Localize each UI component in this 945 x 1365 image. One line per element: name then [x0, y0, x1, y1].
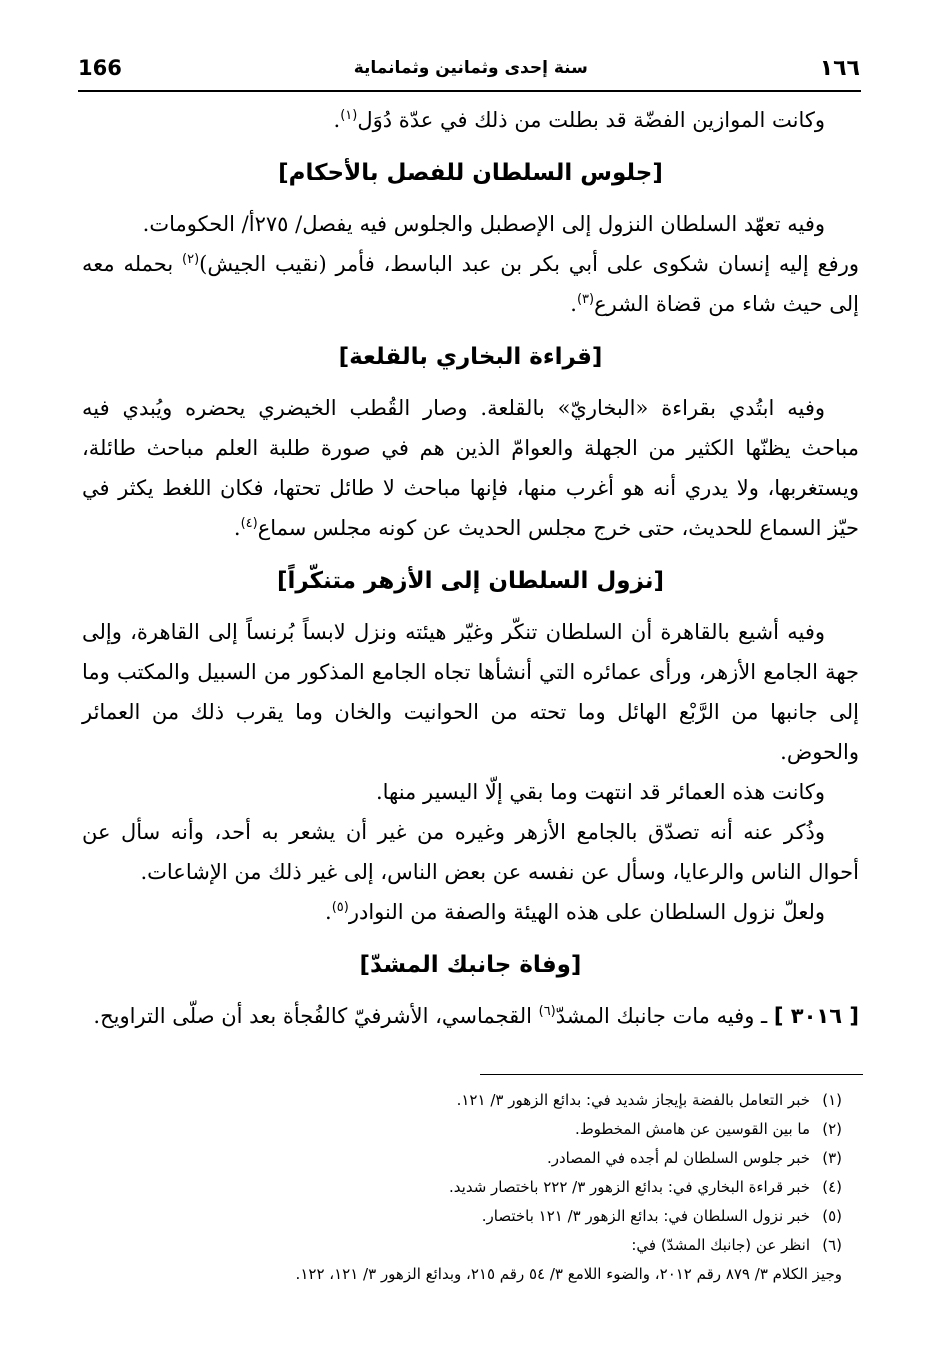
paragraph-text: وذُكر عنه أنه تصدّق بالجامع الأزهر وغيره من غير أن يشعر به أحد، وأنه سأل عن أحوال الناس والرعايا، وسأل عن نفسه عن بعض الناس، إلى غير ذلك من الإشاعات.: [82, 820, 859, 884]
paragraph: [82, 892, 859, 932]
footnotes: [96, 1086, 842, 1289]
paragraph-end: .: [333, 108, 341, 132]
paragraph-text: ولعلّ نزول السلطان على هذه الهيئة والصفة من النوادر: [348, 900, 825, 924]
footnote-marker: (١): [340, 108, 358, 123]
paragraph-text: وكانت الموازين الفضّة قد بطلت من ذلك في عدّة دُوَل: [357, 108, 825, 132]
section-heading: [قراءة البخاري بالقلعة]: [338, 344, 603, 370]
paragraph-text: القجماسي، الأشرفيّ كالفُجأة بعد أن صلّى التراويح.: [93, 1004, 539, 1028]
footnote: [96, 1144, 842, 1173]
paragraph-end: .: [570, 292, 577, 316]
paragraph: [82, 772, 859, 812]
footnote-text: انظر عن (جانبك المشدّ) في:: [631, 1236, 810, 1254]
footnote-text: ما بين القوسين عن هامش المخطوط.: [575, 1120, 810, 1138]
footnote-text: خبر قراءة البخاري في: بدائع الزهور ٣/ ٢٢٢ باختصار شديد.: [449, 1178, 810, 1196]
section-heading: [جلوس السلطان للفصل بالأحكام]: [278, 160, 663, 186]
footnote: [96, 1173, 842, 1202]
footnote-marker: (٤): [240, 516, 258, 531]
page-number-arabic: ١٦٦: [819, 55, 860, 81]
paragraph: [82, 100, 859, 140]
paragraph-text: ورفع إليه إنسان شكوى على أبي بكر بن عبد الباسط، فأمر (نقيب الجيش): [199, 252, 859, 276]
footnote-text: خبر التعامل بالفضة بإيجاز شديد في: بدائع الزهور ٣/ ١٢١.: [456, 1091, 810, 1109]
footnote-number: (٤): [822, 1178, 842, 1196]
paragraph-text: ـ وفيه مات جانبك المشدّ: [555, 1004, 774, 1028]
footnote-continuation: وجيز الكلام ٣/ ٨٧٩ رقم ٢٠١٢، والضوء اللامع ٣/ ٥٤ رقم ٢١٥، وبدائع الزهور ٣/ ١٢١، ١٢٢.: [295, 1265, 842, 1283]
footnote-marker: (٣): [576, 292, 595, 307]
paragraph-end: .: [325, 900, 332, 924]
section-heading: [وفاة جانبك المشدّ]: [359, 952, 582, 978]
paragraph: [82, 812, 859, 892]
footnote-text: خبر نزول السلطان في: بدائع الزهور ٣/ ١٢١ باختصار.: [481, 1207, 810, 1225]
paragraph-text: بحمله معه إلى حيث شاء من قضاة الشرع: [82, 252, 859, 316]
paragraph-end: .: [233, 516, 241, 540]
footnote-marker: (٢): [182, 252, 200, 267]
page-number-latin: 166: [78, 56, 122, 80]
header-rule: [78, 90, 861, 92]
paragraph-text: وفيه ابتُدي بقراءة «البخاريّ» بالقلعة. وصار القُطب الخيضري يحضره ويُبدي فيه مباحث يظنّها الكثير من الجهلة والعوامّ الذين هم في صورة طلبة العلم مباحث طائلة، ويستغربها، ولا يدري أنه هو أغرب منها، فإنها مباحث لا طائل تحتها، فكان اللغط يكثر في حيّز السماع للحديث، حتى خرج مجلس الحديث عن كونه مجلس سماع: [82, 396, 859, 540]
footnote-text: خبر جلوس السلطان لم أجده في المصادر.: [546, 1149, 810, 1167]
paragraph: [82, 204, 859, 244]
paragraph: [82, 612, 859, 772]
footnote-rule: [480, 1074, 863, 1075]
paragraph-text: وكانت هذه العمائر قد انتهت وما بقي إلّا اليسير منها.: [375, 780, 825, 804]
paragraph: [82, 244, 859, 324]
paragraph: [82, 388, 859, 548]
running-title: سنة إحدى وثمانين وثمانماية: [353, 58, 588, 78]
footnote: [96, 1115, 842, 1144]
footnote: [96, 1231, 842, 1260]
footnote-number: (٥): [822, 1207, 842, 1225]
footnote-marker: (٦): [538, 1004, 556, 1019]
footnote: [96, 1202, 842, 1231]
paragraph-text: وفيه أشيع بالقاهرة أن السلطان تنكّر وغيّر هيئته ونزل لابساً بُرنساً إلى القاهرة، وإلى جهة الجامع الأزهر، ورأى عمائره التي أنشأها تجاه الجامع المذكور من السبيل والمكتب وما إلى جانبها من الرَّبْع الهائل وما تحته من الحوانيت والخان وما يقرب ذلك من العمائر والحوض.: [82, 620, 859, 764]
footnote: [96, 1086, 842, 1115]
footnote-number: (١): [822, 1091, 842, 1109]
footnote-number: (٣): [822, 1149, 842, 1167]
entry-number: [ ٣٠١٦ ]: [773, 1004, 859, 1028]
footnote-number: (٢): [822, 1120, 842, 1138]
paragraph-text: وفيه تعهّد السلطان النزول إلى الإصطبل والجلوس فيه يفصل/ ٢٧٥أ/ الحكومات.: [142, 212, 825, 236]
main-text: [82, 100, 859, 1036]
footnote-number: (٦): [822, 1236, 842, 1254]
paragraph: [82, 996, 859, 1036]
section-heading: [نزول السلطان إلى الأزهر متنكّراً]: [276, 568, 665, 594]
footnote-marker: (٥): [331, 900, 349, 915]
running-header: [78, 48, 860, 88]
